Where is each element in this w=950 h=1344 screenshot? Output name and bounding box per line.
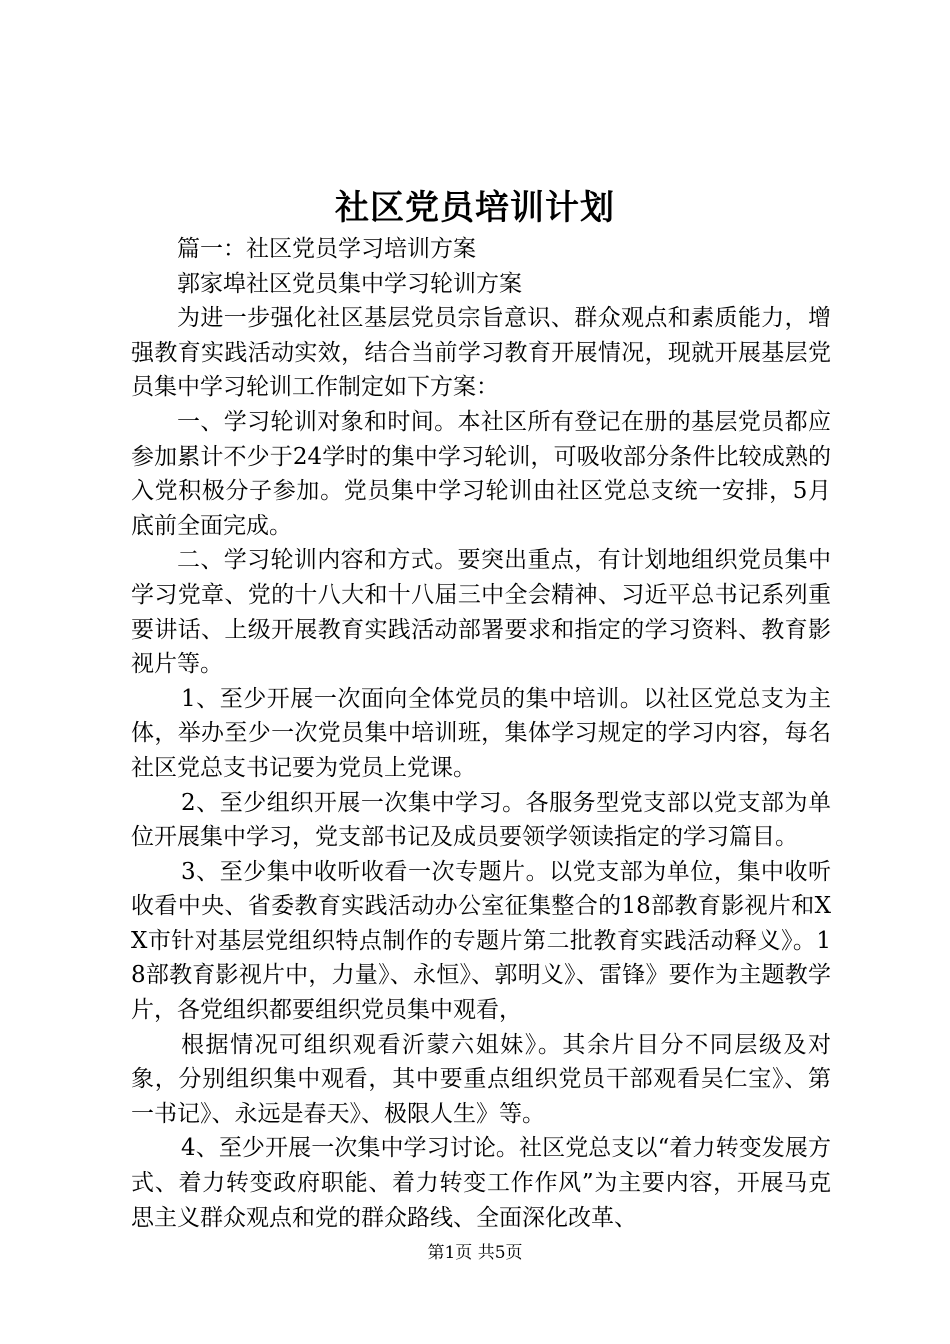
paragraph: 2、至少组织开展一次集中学习。各服务型党支部以党支部为单位开展集中学习，党支部书记及成员要领学领读指定的学习篇目。 (131, 789, 831, 851)
document-body (131, 232, 831, 1235)
paragraph: 郭家埠社区党员集中学习轮训方案 (177, 270, 522, 297)
page-footer: 第1页 共5页 (427, 1243, 523, 1263)
paragraph: 4、至少开展一次集中学习讨论。社区党总支以“着力转变发展方式、着力转变政府职能、着力转变工作作风”为主要内容，开展马克思主义群众观点和党的群众路线、全面深化改革、 (131, 1135, 831, 1231)
paragraph: 根据情况可组织观看沂蒙六姐妹》。其余片目分不同层级及对象，分别组织集中观看，其中要重点组织党员干部观看吴仁宝》、第一书记》、永远是春天》、极限人生》等。 (131, 1031, 831, 1127)
page-title: 社区党员培训计划 (335, 188, 615, 228)
paragraph: 一、学习轮训对象和时间。本社区所有登记在册的基层党员都应参加累计不少于24学时的集中学习轮训，可吸收部分条件比较成熟的入党积极分子参加。党员集中学习轮训由社区党总支统一安排，5月底前全面完成。 (131, 408, 831, 539)
paragraph: 二、学习轮训内容和方式。要突出重点，有计划地组织党员集中学习党章、党的十八大和十八届三中全会精神、习近平总书记系列重要讲话、上级开展教育实践活动部署要求和指定的学习资料、教育影视片等。 (131, 547, 831, 678)
paragraph: 篇一：社区党员学习培训方案 (177, 236, 476, 262)
paragraph: 为进一步强化社区基层党员宗旨意识、群众观点和素质能力，增强教育实践活动实效，结合当前学习教育开展情况，现就开展基层党员集中学习轮训工作制定如下方案： (131, 305, 831, 401)
paragraph: 3、至少集中收听收看一次专题片。以党支部为单位，集中收听收看中央、省委教育实践活动办公室征集整合的18部教育影视片和XX市针对基层党组织特点制作的专题片第二批教育实践活动释义》。18部教育影视片中，力量》、永恒》、郭明义》、雷锋》要作为主题教学片，各党组织都要组织党员集中观看， (131, 858, 831, 1024)
paragraph: 1、至少开展一次面向全体党员的集中培训。以社区党总支为主体，举办至少一次党员集中培训班，集体学习规定的学习内容，每名社区党总支书记要为党员上党课。 (131, 685, 831, 781)
